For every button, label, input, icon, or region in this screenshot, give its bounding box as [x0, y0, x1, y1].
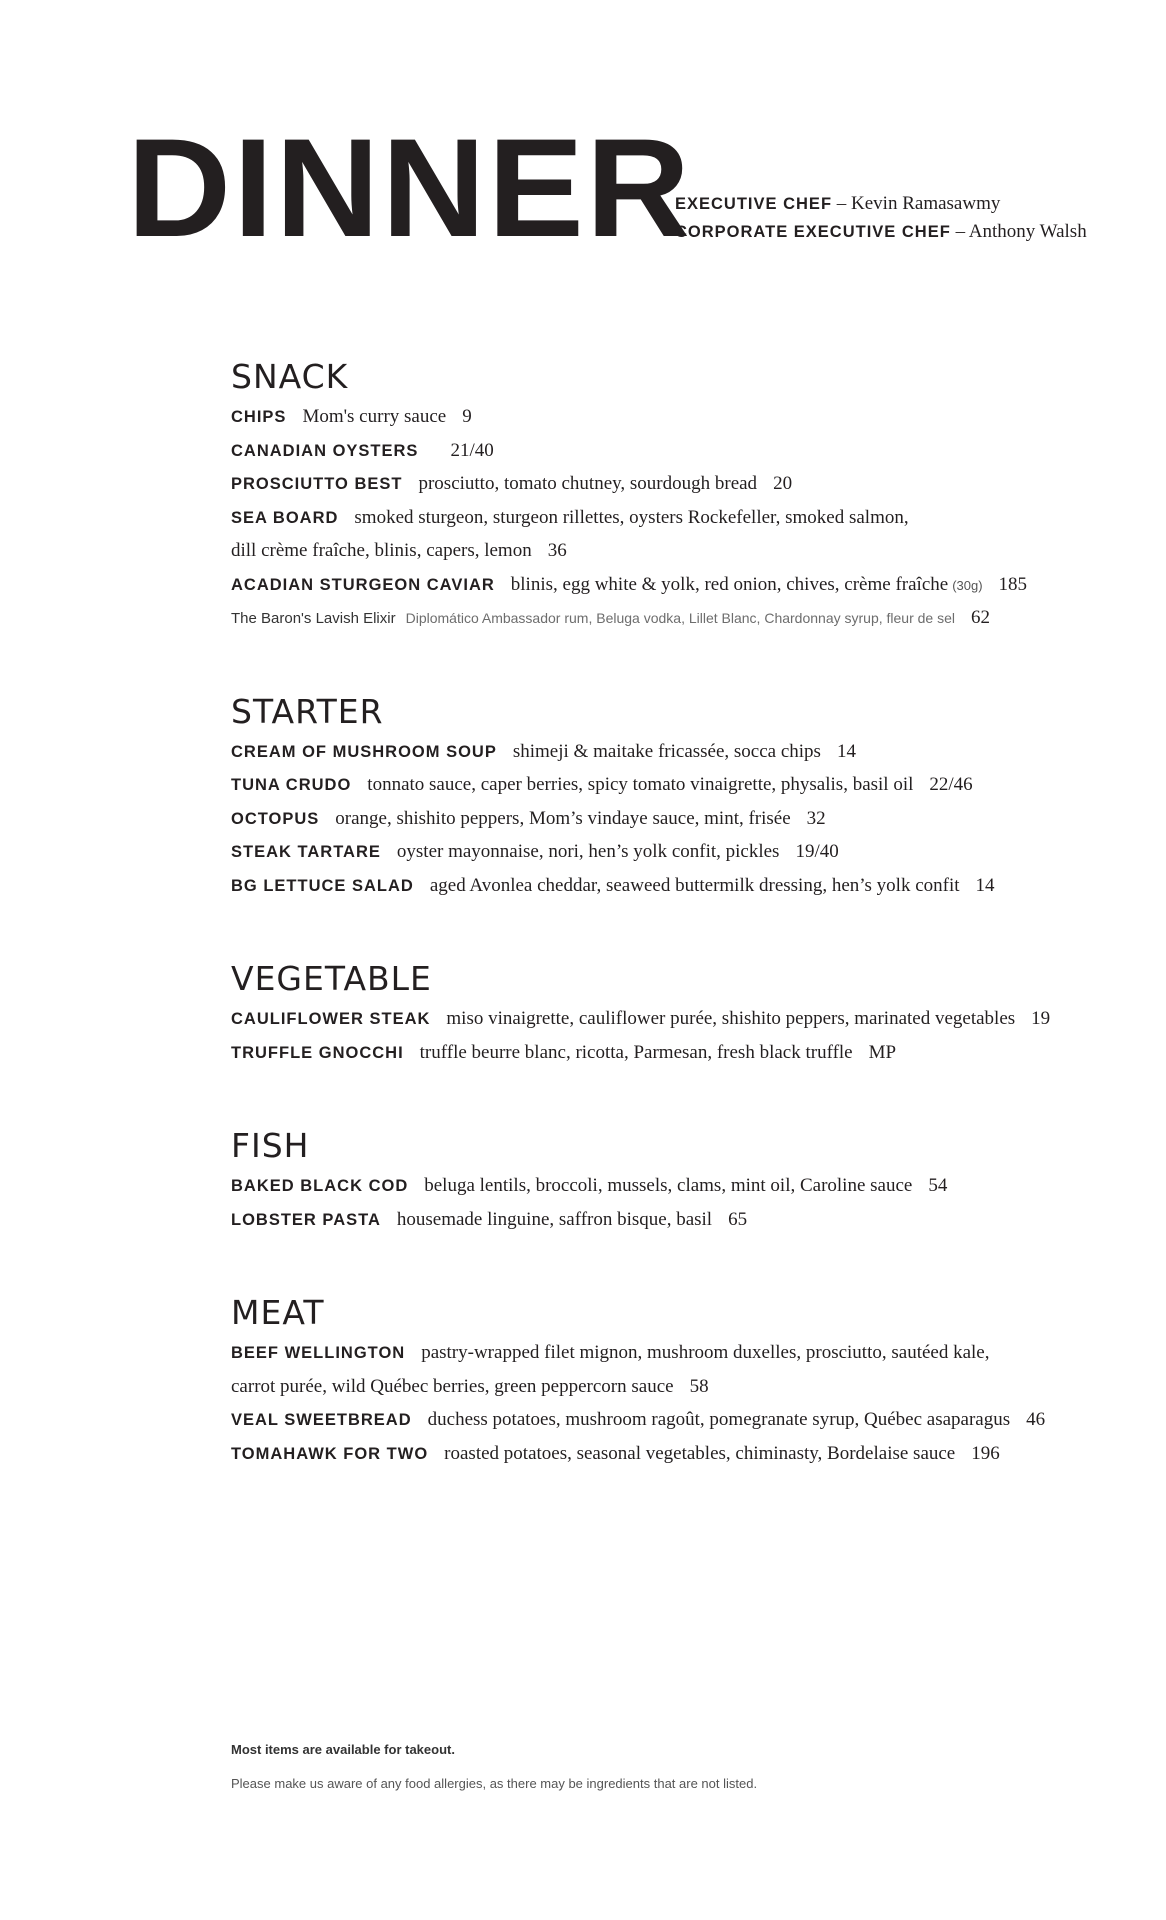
chef-role: EXECUTIVE CHEF: [675, 195, 833, 213]
item-description: Mom's curry sauce: [302, 406, 447, 427]
item-description: aged Avonlea cheddar, seaweed buttermilk dressing, hen’s yolk confit: [429, 874, 960, 896]
item-name: CANADIAN OYSTERS: [231, 441, 419, 460]
menu-item: [231, 1438, 1131, 1472]
item-price: 36: [547, 540, 567, 561]
chef-name: – Anthony Walsh: [955, 221, 1087, 242]
menu-section-starter: [231, 690, 1131, 904]
section-title: SNACK: [231, 357, 349, 396]
item-description: orange, shishito peppers, Mom’s vindaye sauce, mint, frisée: [335, 807, 791, 829]
item-description: roasted potatoes, seasonal vegetables, chiminasty, Bordelaise sauce: [444, 1442, 956, 1464]
menu-item-elixir: [231, 602, 1131, 636]
menu-section-vegetable: [231, 957, 1131, 1070]
item-description: oyster mayonnaise, nori, hen’s yolk confit, pickles: [396, 841, 780, 862]
item-name: BEEF WELLINGTON: [231, 1344, 406, 1362]
item-price: 58: [689, 1375, 709, 1397]
item-price: 32: [806, 807, 826, 829]
chef-name: – Kevin Ramasawmy: [836, 193, 1001, 214]
menu-item: [231, 435, 1131, 469]
item-name: CREAM OF MUSHROOM SOUP: [231, 742, 497, 761]
item-price: 185: [998, 573, 1028, 595]
item-price: 54: [928, 1175, 948, 1196]
elixir-name: The Baron's Lavish Elixir: [231, 610, 396, 627]
footer: [231, 1740, 757, 1794]
page-title: DINNER: [127, 109, 693, 266]
menu-section-snack: [231, 355, 1131, 636]
item-price: 21/40: [450, 439, 494, 461]
item-price: 9: [462, 406, 472, 427]
item-name: CAULIFLOWER STEAK: [231, 1010, 431, 1028]
menu-item: [231, 468, 1131, 502]
item-description: dill crème fraîche, blinis, capers, lemon: [231, 540, 532, 561]
item-name: TUNA CRUDO: [231, 776, 352, 794]
item-name: TOMAHAWK FOR TWO: [231, 1444, 429, 1463]
item-size: (30g): [952, 577, 983, 593]
item-name: LOBSTER PASTA: [231, 1210, 381, 1229]
menu-sections: [231, 355, 1131, 1471]
item-description: miso vinaigrette, cauliflower purée, shishito peppers, marinated vegetables: [446, 1008, 1016, 1029]
item-name: VEAL SWEETBREAD: [231, 1411, 412, 1429]
menu-item: [231, 836, 1131, 870]
item-name: SEA BOARD: [231, 508, 339, 527]
section-title: STARTER: [231, 691, 384, 731]
menu-item: [231, 1170, 1131, 1204]
menu-item: [231, 1003, 1131, 1037]
item-price: 65: [728, 1208, 748, 1230]
chef-role: CORPORATE EXECUTIVE CHEF: [675, 223, 951, 241]
takeout-note: Most items are available for takeout.: [231, 1742, 455, 1757]
chef-credits: [675, 190, 1087, 246]
item-description: shimeji & maitake fricassée, socca chips: [512, 740, 821, 762]
item-description: tonnato sauce, caper berries, spicy tomato vinaigrette, physalis, basil oil: [367, 774, 914, 795]
menu-item: [231, 803, 1131, 837]
menu-item: [231, 870, 1131, 904]
item-description: prosciutto, tomato chutney, sourdough bread: [418, 473, 758, 494]
item-name: TRUFFLE GNOCCHI: [231, 1043, 404, 1062]
item-description: carrot purée, wild Québec berries, green peppercorn sauce: [231, 1375, 674, 1397]
chef-credit: [675, 190, 1087, 218]
item-name: BAKED BLACK COD: [231, 1177, 409, 1195]
allergy-note: Please make us aware of any food allergies, as there may be ingredients that are not listed.: [231, 1776, 758, 1791]
section-title: FISH: [231, 1126, 310, 1165]
item-description: pastry-wrapped filet mignon, mushroom duxelles, prosciutto, sautéed kale,: [421, 1342, 990, 1363]
item-price: 196: [971, 1442, 1000, 1464]
menu-item: [231, 1037, 1131, 1071]
menu-item: [231, 502, 1131, 536]
chef-credit: [675, 218, 1087, 246]
item-price: 19: [1031, 1008, 1051, 1029]
elixir-description: Diplomático Ambassador rum, Beluga vodka, Lillet Blanc, Chardonnay syrup, fleur de sel: [405, 610, 955, 626]
item-name: STEAK TARTARE: [231, 843, 381, 861]
item-description: truffle beurre blanc, ricotta, Parmesan, fresh black truffle: [419, 1041, 853, 1063]
item-name: OCTOPUS: [231, 809, 320, 828]
item-description: blinis, egg white & yolk, red onion, chives, crème fraîche: [510, 573, 949, 595]
menu-item: [231, 736, 1131, 770]
menu-item: [231, 1337, 1131, 1371]
menu-section-meat: [231, 1291, 1131, 1471]
menu-item: [231, 769, 1131, 803]
item-description: housemade linguine, saffron bisque, basil: [396, 1208, 713, 1230]
menu-item: [231, 1204, 1131, 1238]
item-description: duchess potatoes, mushroom ragoût, pomegranate syrup, Québec asaparagus: [427, 1409, 1011, 1430]
item-name: CHIPS: [231, 408, 287, 426]
item-price: 46: [1026, 1409, 1046, 1430]
section-title: MEAT: [231, 1293, 325, 1332]
menu-item: [231, 401, 1131, 435]
item-name: PROSCIUTTO BEST: [231, 475, 403, 493]
elixir-price: 62: [971, 607, 990, 628]
item-price: 22/46: [929, 774, 973, 795]
item-price: 19/40: [795, 841, 839, 862]
item-price: 20: [773, 473, 793, 494]
item-price: 14: [836, 740, 856, 762]
menu-section-fish: [231, 1124, 1131, 1237]
item-name: ACADIAN STURGEON CAVIAR: [231, 575, 495, 594]
section-title: VEGETABLE: [231, 959, 432, 998]
item-price: MP: [868, 1041, 897, 1063]
item-price: 14: [975, 874, 995, 896]
menu-item: [231, 569, 1131, 603]
menu-item: [231, 1404, 1131, 1438]
item-name: BG LETTUCE SALAD: [231, 876, 414, 895]
item-description: beluga lentils, broccoli, mussels, clams, mint oil, Caroline sauce: [424, 1175, 913, 1196]
item-description: smoked sturgeon, sturgeon rillettes, oysters Rockefeller, smoked salmon,: [354, 506, 909, 528]
menu-item: [231, 1371, 1131, 1405]
menu-item: [231, 535, 1131, 569]
